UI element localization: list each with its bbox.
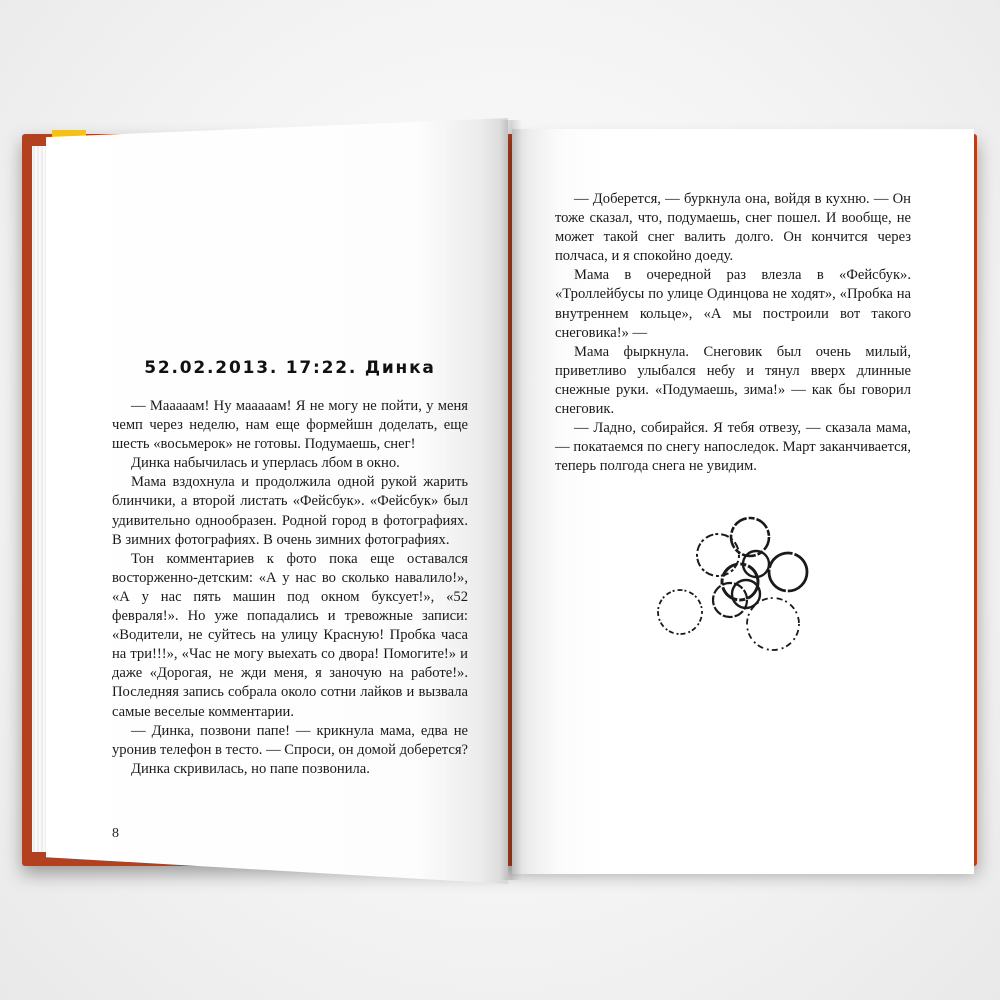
paragraph: Тон комментариев к фото пока еще оставался восторженно-детским: «А у нас во сколько навалило!», «А у нас пять машин под окном буксует!», «52 февраля!». Но уже попадались и тревожные записи: «Водители, не суйтесь на улицу Красную! Пробка часа на три!!!», «Час не могу выехать со двора! Помогите!» и даже «Дорогая, не жди меня, я заночую на работе!». Последняя запись собрала около сотни лайков и вызвала самые веселые комментарии. xyxy=(112,550,468,720)
chapter-title: 52.02.2013. 17:22. Динка xyxy=(144,358,436,378)
paragraph: — Ладно, собирайся. Я тебя отвезу, — сказала мама, — покатаемся по снегу напоследок. Март заканчивается, теперь полгода снега не увидим. xyxy=(555,420,911,475)
ink-circles-icon xyxy=(650,512,810,660)
paragraph: Мама вздохнула и продолжила одной рукой жарить блинчики, а второй листать «Фейсбук». «Фейсбук» был удивительно однообразен. Родной город в фотографиях. В зимних фотографиях. В очень зимних фотографиях. xyxy=(112,474,468,548)
paragraph: — Доберется, — буркнула она, войдя в кухню. — Он тоже сказал, что, подумаешь, снег пошел. И вообще, не может такой снег валить долго. Он кончится через полчаса, и я спокойно доеду. xyxy=(555,191,911,265)
paragraph: — Динка, позвони папе! — крикнула мама, едва не уронив телефон в тесто. — Спроси, он домой доберется? xyxy=(112,722,469,758)
page-number: 8 xyxy=(112,826,119,841)
book-gutter xyxy=(500,120,522,880)
right-page-text xyxy=(555,190,911,476)
paragraph: — Мааааам! Ну мааааам! Я не могу не пойти, у меня чемп через неделю, нам еще формейшн доделать, еще шесть «восьмерок» не готовы. Подумаешь, снег! xyxy=(112,398,468,453)
left-page-text xyxy=(112,397,468,779)
paragraph: Динка набычилась и уперлась лбом в окно. xyxy=(131,455,400,472)
paragraph: Мама в очередной раз влезла в «Фейсбук». «Троллейбусы по улице Одинцова не ходят», «Пробка на внутреннем кольце», «А мы построили вот такого снеговика!» — xyxy=(555,267,911,341)
paragraph: Динка скривилась, но папе позвонила. xyxy=(131,760,370,777)
paragraph: Мама фыркнула. Снеговик был очень милый, приветливо улыбался небу и тянул вверх длинные снежные руки. «Подумаешь, зима!» — как бы говорил снеговик. xyxy=(555,343,911,418)
